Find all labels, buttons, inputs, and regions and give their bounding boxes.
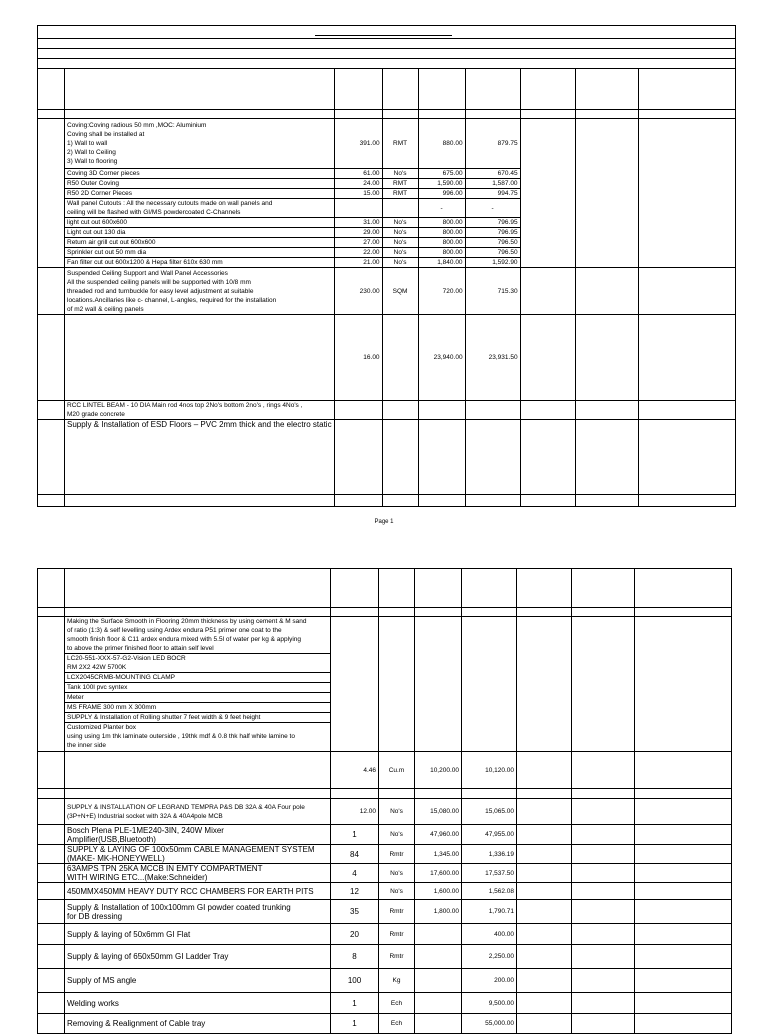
item-amount: 55,000.00 [462, 1014, 517, 1034]
item-description: Light cut out 130 dia [65, 228, 335, 238]
item-description: Tank 100l pvc syntex [65, 683, 331, 693]
item-rate: 1,840.00 [418, 258, 465, 268]
item-unit: Rmtr [379, 945, 415, 969]
item-amount: 1,592.90 [465, 258, 520, 268]
item-rate: 800.00 [418, 228, 465, 238]
item-qty: 8 [331, 945, 379, 969]
item-qty: 100 [331, 969, 379, 993]
item-amount: 994.75 [465, 189, 520, 199]
item-description: Sprinkler cut out 50 mm dia [65, 248, 335, 258]
table-row [38, 825, 732, 845]
item-qty: 24.00 [334, 179, 382, 189]
header-row [38, 39, 736, 49]
item-description: Supply & Installation of 100x100mm GI powder coated trunking for DB dressing [65, 900, 331, 924]
item-rate: 47,960.00 [415, 825, 462, 845]
page2-table [37, 568, 732, 1034]
item-description: Meter [65, 693, 331, 703]
item-qty [334, 199, 382, 218]
item-unit [382, 401, 418, 420]
item-unit: Rmtr [379, 900, 415, 924]
table-row [38, 993, 732, 1014]
table-row [38, 752, 732, 789]
table-row [38, 945, 732, 969]
item-qty: 21.00 [334, 258, 382, 268]
item-rate: 1,800.00 [415, 900, 462, 924]
item-amount: 796.50 [465, 248, 520, 258]
item-rate: 996.00 [418, 189, 465, 199]
table-row [38, 617, 732, 654]
spacer-row [38, 608, 732, 617]
item-rate [415, 969, 462, 993]
item-description: Coving 3D Corner pieces [65, 169, 335, 179]
item-description: 63AMPS TPN 25KA MCCB IN EMTY COMPARTMENT WITH WIRING ETC...(Make:Schneider) [65, 864, 331, 883]
item-qty: 4.46 [331, 752, 379, 789]
item-unit [382, 199, 418, 218]
item-description: Coving:Coving radious 50 mm ,MOC: Aluminium Coving shall be installed at 1) Wall to wall 2) Wall to Ceiling 3) Wall to flooring [65, 119, 335, 169]
item-unit: No's [382, 258, 418, 268]
item-unit: No's [382, 169, 418, 179]
item-qty: 12 [331, 883, 379, 900]
item-rate: 10,200.00 [415, 752, 462, 789]
item-unit: Rmtr [379, 845, 415, 864]
item-amount: 17,537.50 [462, 864, 517, 883]
item-description: 450MMX450MM HEAVY DUTY RCC CHAMBERS FOR EARTH PITS [65, 883, 331, 900]
item-description: SUPPLY & INSTALLATION OF LEGRAND TEMPRA P&S DB 32A & 40A Four pole (3P+N+E) Industrial socket with 32A & 40A4pole MCB [65, 799, 331, 825]
item-description: RCC LINTEL BEAM - 10 DIA Main rod 4nos top 2No's bottom 2no's , rings 4No's , M20 grade concrete [65, 401, 335, 420]
item-description: light cut out 600x600 [65, 218, 335, 228]
item-amount: 9,500.00 [462, 993, 517, 1014]
item-unit: Kg [379, 969, 415, 993]
item-rate: 880.00 [418, 119, 465, 169]
page1-table [37, 25, 736, 507]
table-row [38, 799, 732, 825]
item-qty: 1 [331, 993, 379, 1014]
item-qty: 230.00 [334, 268, 382, 315]
table-row [38, 845, 732, 864]
item-unit: No's [382, 248, 418, 258]
item-amount: 2,250.00 [462, 945, 517, 969]
item-description: Bosch Plena PLE-1ME240-3IN, 240W Mixer Amplifier(USB,Bluetooth) [65, 825, 331, 845]
table-row [38, 315, 736, 401]
item-qty: 1 [331, 1014, 379, 1034]
item-qty: 27.00 [334, 238, 382, 248]
table-row [38, 924, 732, 945]
item-qty: 22.00 [334, 248, 382, 258]
item-rate [415, 924, 462, 945]
item-description: Return air grill cut out 600x600 [65, 238, 335, 248]
item-amount: 1,336.19 [462, 845, 517, 864]
spacer-row [38, 495, 736, 507]
item-description: Making the Surface Smooth in Flooring 20mm thickness by using cement & M sand of ratio (1:3) & self levelling using Ardex endura P51 primer one coat to the smooth finish floor & C11 ardex endura mixed with 5.5l of water per kg & applying to above the primer finished floor to attain self level [65, 617, 331, 654]
item-rate [415, 945, 462, 969]
item-description: Supply & Installation of ESD Floors – PVC 2mm thick and the electro static [65, 420, 335, 495]
table-row [38, 969, 732, 993]
table-row [38, 420, 736, 495]
item-rate [418, 401, 465, 420]
item-qty: 61.00 [334, 169, 382, 179]
item-rate [415, 993, 462, 1014]
item-unit: No's [382, 218, 418, 228]
item-amount: 796.95 [465, 218, 520, 228]
table-row [38, 900, 732, 924]
item-description: Removing & Realignment of Cable tray [65, 1014, 331, 1034]
item-unit: RMT [382, 119, 418, 169]
item-unit: No's [379, 864, 415, 883]
item-unit: No's [379, 825, 415, 845]
item-amount: 1,790.71 [462, 900, 517, 924]
item-description: R50 Outer Coving [65, 179, 335, 189]
item-unit: No's [379, 799, 415, 825]
table-row [38, 883, 732, 900]
item-unit: Rmtr [379, 924, 415, 945]
item-qty: 12.00 [331, 799, 379, 825]
item-rate: 800.00 [418, 238, 465, 248]
item-rate: 1,600.00 [415, 883, 462, 900]
item-amount: - [465, 199, 520, 218]
item-description: Supply & laying of 650x50mm GI Ladder Tray [65, 945, 331, 969]
item-amount: 1,562.08 [462, 883, 517, 900]
item-description: R50 2D Corner Pieces [65, 189, 335, 199]
item-description: Welding works [65, 993, 331, 1014]
item-description: Supply of MS angle [65, 969, 331, 993]
header-row [38, 59, 736, 69]
item-unit: No's [382, 228, 418, 238]
column-header-row [38, 569, 732, 608]
item-qty: 84 [331, 845, 379, 864]
item-description: SUPPLY & LAYING OF 100x50mm CABLE MANAGEMENT SYSTEM (MAKE- MK-HONEYWELL) [65, 845, 331, 864]
item-unit: Cu.m [379, 752, 415, 789]
item-description: LC20-551-XXX-57-G2-Vision LED BOCR RM 2X2 42W 5700K [65, 654, 331, 673]
table-row [38, 864, 732, 883]
item-qty: 4 [331, 864, 379, 883]
header-row [38, 49, 736, 59]
item-amount: 1,587.00 [465, 179, 520, 189]
item-qty [334, 401, 382, 420]
item-amount: 23,931.50 [465, 315, 520, 401]
item-qty: 1 [331, 825, 379, 845]
item-qty: 15.00 [334, 189, 382, 199]
item-description: Supply & laying of 50x6mm GI Flat [65, 924, 331, 945]
table-row [38, 401, 736, 420]
item-amount [465, 420, 520, 495]
item-unit: Ech [379, 1014, 415, 1034]
item-unit [382, 420, 418, 495]
item-qty: 16.00 [334, 315, 382, 401]
item-rate: - [418, 199, 465, 218]
item-unit: No's [379, 883, 415, 900]
item-rate: 1,345.00 [415, 845, 462, 864]
header-row [38, 26, 736, 39]
item-description: Customized Planter box using using 1m thk laminate outerside , 19thk mdf & 0.8 thk half white lamine to the inner side [65, 723, 331, 752]
item-rate: 1,590.00 [418, 179, 465, 189]
item-amount: 715.30 [465, 268, 520, 315]
item-unit [382, 315, 418, 401]
item-qty: 35 [331, 900, 379, 924]
item-unit: RMT [382, 179, 418, 189]
item-unit: No's [382, 238, 418, 248]
item-rate: 675.00 [418, 169, 465, 179]
item-qty: 29.00 [334, 228, 382, 238]
item-amount: 10,120.00 [462, 752, 517, 789]
item-description: LCX2045CRMB-MOUNTING CLAMP [65, 673, 331, 683]
item-amount: 15,065.00 [462, 799, 517, 825]
item-unit: RMT [382, 189, 418, 199]
item-amount: 879.75 [465, 119, 520, 169]
item-qty: 391.00 [334, 119, 382, 169]
item-description: SUPPLY & Installation of Rolling shutter 7 feet width & 9 feet height [65, 713, 331, 723]
item-amount: 47,955.00 [462, 825, 517, 845]
item-qty: 31.00 [334, 218, 382, 228]
column-header-row [38, 69, 736, 110]
item-unit: Ech [379, 993, 415, 1014]
item-amount: 796.50 [465, 238, 520, 248]
item-rate: 800.00 [418, 248, 465, 258]
item-description: MS FRAME 300 mm X 300mm [65, 703, 331, 713]
item-rate: 23,940.00 [418, 315, 465, 401]
page-number: Page 1 [374, 519, 394, 525]
item-amount: 400.00 [462, 924, 517, 945]
item-rate: 17,600.00 [415, 864, 462, 883]
item-description: Fan filter cut out 600x1200 & Hepa filter 610x 630 mm [65, 258, 335, 268]
item-amount: 200.00 [462, 969, 517, 993]
item-description: Suspended Ceiling Support and Wall Panel Accessories All the suspended ceiling panels will be supported with 10/8 mm threaded rod and turnbuckle for easy level adjustment at suitable locations.Ancillaries like c- channel, L-angles, required for the installation of m2 wall & ceiling panels [65, 268, 335, 315]
item-rate: 800.00 [418, 218, 465, 228]
item-amount: 670.45 [465, 169, 520, 179]
item-rate: 720.00 [418, 268, 465, 315]
item-amount [465, 401, 520, 420]
item-description [65, 752, 331, 789]
table-row [38, 119, 736, 169]
item-description [65, 315, 335, 401]
item-amount: 796.95 [465, 228, 520, 238]
item-rate [418, 420, 465, 495]
item-qty: 20 [331, 924, 379, 945]
item-qty [334, 420, 382, 495]
table-row [38, 268, 736, 315]
spacer-row [38, 110, 736, 119]
spacer-row [38, 789, 732, 799]
item-unit: SQM [382, 268, 418, 315]
item-rate: 15,080.00 [415, 799, 462, 825]
item-description: Wall panel Cutouts : All the necessary cutouts made on wall panels and ceiling will be flashed with GI/MS powdercoated C-Channels [65, 199, 335, 218]
